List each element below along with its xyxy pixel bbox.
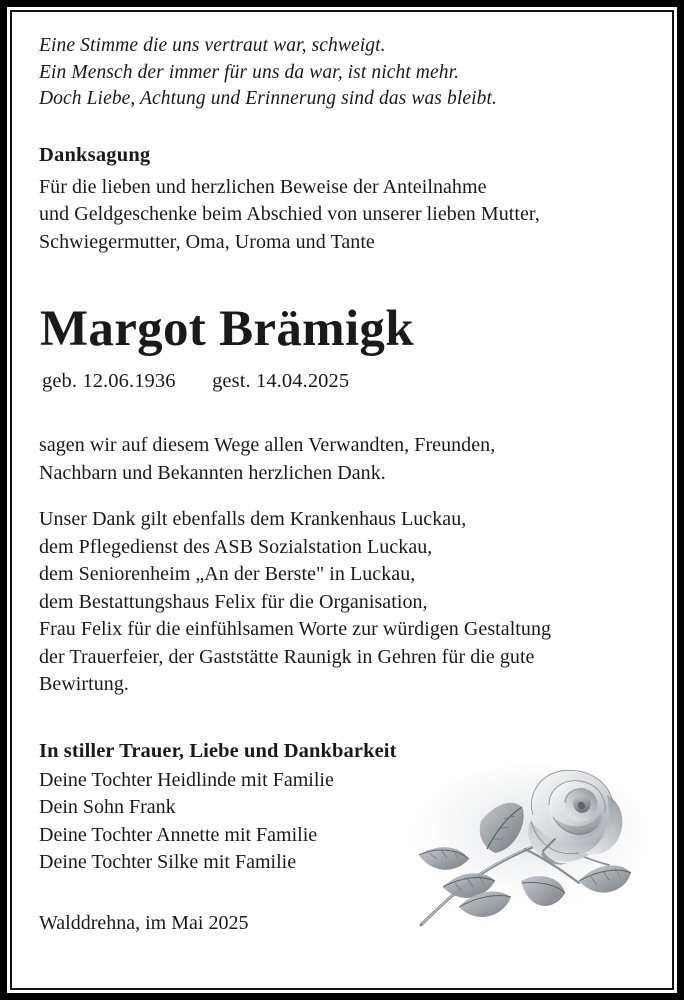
thanks-line: sagen wir auf diesem Wege allen Verwandten, Freunden, — [39, 434, 496, 456]
intro-line: Schwiegermutter, Oma, Uroma und Tante — [39, 230, 375, 253]
intro-line: und Geldgeschenke beim Abschied von unserer lieben Mutter, — [39, 203, 540, 225]
closing-heading: In stiller Trauer, Liebe und Dankbarkeit — [39, 739, 397, 762]
death-date: 14.04.2025 — [255, 370, 350, 392]
signatory-line: Deine Tochter Silke mit Familie — [39, 851, 297, 873]
institutions-paragraph — [39, 506, 651, 699]
institution-line: dem Seniorenheim „An der Berste" in Luckau, — [39, 563, 416, 585]
life-dates — [42, 368, 651, 395]
institution-line: dem Bestattungshaus Felix für die Organisation, — [39, 590, 428, 613]
birth-date: 12.06.1936 — [82, 370, 176, 392]
deceased-name: Margot Brämigk — [40, 301, 414, 357]
intro-paragraph — [39, 174, 651, 257]
institution-line: dem Pflegedienst des ASB Sozialstation Luckau, — [39, 535, 433, 558]
signatories-list — [39, 767, 651, 877]
thanks-paragraph — [39, 432, 651, 487]
death-label: gest. — [212, 370, 251, 392]
closing-block — [33, 738, 651, 877]
institution-line: Unser Dank gilt ebenfalls dem Krankenhaus Luckau, — [39, 508, 467, 530]
verse-line: Ein Mensch der immer für uns da war, ist nicht mehr. — [39, 61, 460, 83]
verse-block — [39, 33, 651, 113]
signatory-line: Deine Tochter Annette mit Familie — [39, 823, 318, 846]
institution-line: Bewirtung. — [39, 673, 129, 695]
section-heading: Danksagung — [39, 143, 151, 166]
intro-line: Für die lieben und herzlichen Beweise der Anteilnahme — [39, 175, 487, 198]
verse-line: Eine Stimme die uns vertraut war, schweigt. — [39, 35, 386, 56]
birth-label: geb. — [42, 370, 78, 392]
notice-content — [7, 7, 677, 993]
institution-line: Frau Felix für die einfühlsamen Worte zur würdigen Gestaltung — [39, 618, 552, 640]
signatory-line: Deine Tochter Heidlinde mit Familie — [39, 768, 334, 791]
place-and-date: Walddrehna, im Mai 2025 — [39, 911, 249, 934]
thanks-line: Nachbarn und Bekannten herzlichen Dank. — [39, 461, 386, 484]
institution-line: der Trauerfeier, der Gaststätte Raunigk in Gehren für die gute — [39, 645, 535, 668]
signatory-line: Dein Sohn Frank — [39, 796, 176, 818]
verse-line: Doch Liebe, Achtung und Erinnerung sind das was bleibt. — [39, 88, 497, 109]
